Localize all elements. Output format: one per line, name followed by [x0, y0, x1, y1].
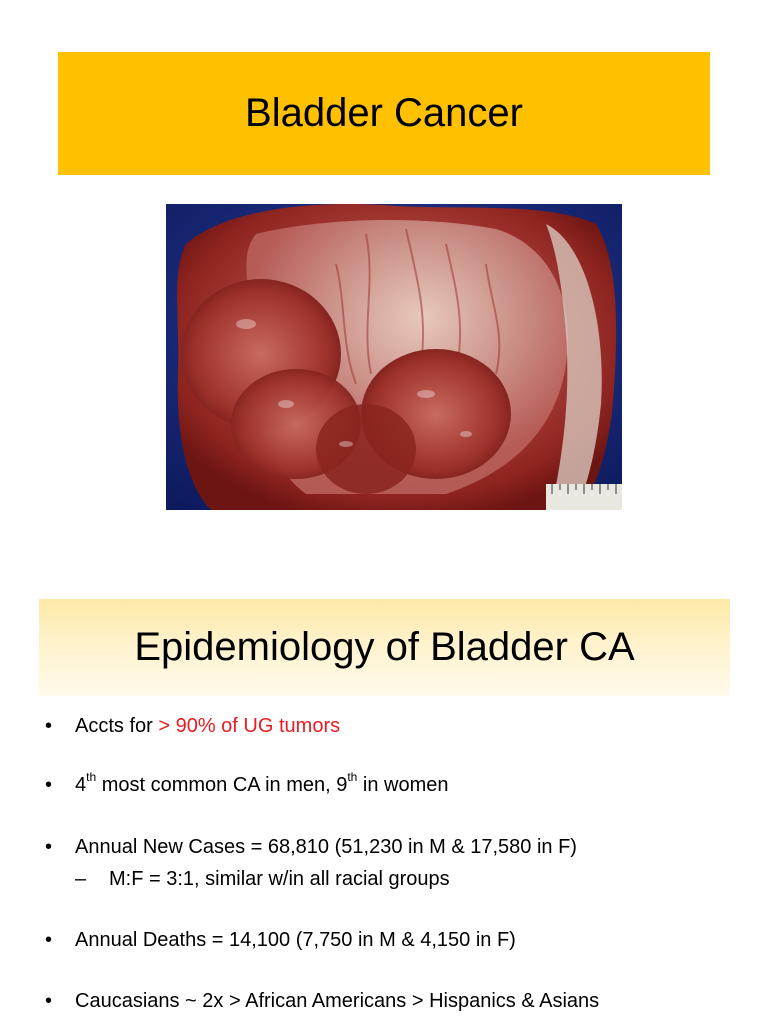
bullet-text: Annual Deaths = 14,100 (7,750 in M & 4,150 in F)	[75, 929, 516, 951]
sub-bullet-text: M:F = 3:1, similar w/in all racial groups	[109, 868, 450, 890]
bullet-text: 4	[75, 774, 87, 796]
tumor-mass-center	[316, 404, 416, 494]
bullet-text: Caucasians ~ 2x > African Americans > Hispanics & Asians	[75, 990, 600, 1012]
epidemiology-title-banner	[39, 599, 730, 696]
ordinal-suffix: th	[347, 770, 358, 785]
bullet-text: Annual New Cases = 68,810 (51,230 in M & 17,580 in F)	[75, 836, 577, 858]
bullet-dot: •	[45, 990, 53, 1012]
bullet-race	[45, 988, 599, 1014]
bullet-annual-deaths	[45, 927, 516, 953]
bullet-ug-tumors	[45, 713, 340, 739]
bullet-dot: •	[45, 836, 53, 858]
bullet-text: most common CA in men, 9	[96, 774, 348, 796]
sub-bullet-ratio	[75, 866, 450, 892]
bullet-highlight: > 90% of UG tumors	[158, 715, 341, 737]
slide-title-banner	[58, 52, 710, 175]
bullet-dot: •	[45, 715, 53, 737]
bladder-specimen-photo	[166, 204, 622, 510]
bullet-dot: •	[45, 929, 53, 951]
bullet-text: Accts for	[75, 715, 159, 737]
ordinal-suffix: th	[86, 770, 97, 785]
slide-title: Bladder Cancer	[245, 91, 523, 135]
bullet-new-cases	[45, 834, 577, 860]
bullet-most-common	[45, 772, 449, 798]
sub-bullet-dash: –	[75, 868, 87, 890]
epidemiology-title: Epidemiology of Bladder CA	[134, 625, 635, 669]
ruler-scale	[546, 484, 622, 510]
bullet-dot: •	[45, 774, 53, 796]
bullet-text: in women	[357, 774, 449, 796]
